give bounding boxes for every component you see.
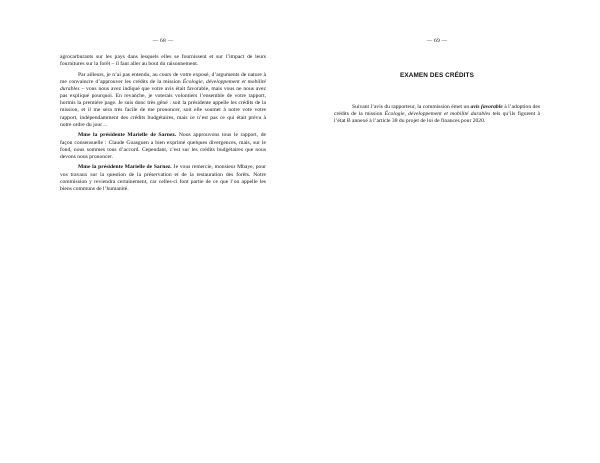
mission-name: Écologie, développement et mobilité durables	[384, 111, 491, 118]
page-body	[60, 54, 266, 196]
paragraph	[60, 132, 266, 161]
paragraph-text: à l’adoption des crédits de la mission	[334, 104, 541, 118]
left-page	[60, 0, 266, 463]
paragraph-text: Nous approuvons tous le rapport, de façon consensuelle : Claude Goasguen a bien exprimé quelques divergences, mais, sur le fond, nous sommes tous d’accord. Cependant, c’est sur les crédits budgétaires que nous devons nous prononcer.	[60, 132, 266, 160]
paragraph-text: Je vous remercie, monsieur Mbaye, pour vos travaux sur la question de la préservation et de la restauration des forêts. Notre commission y reviendra certainement, car celles-ci font partie de ce que l’on appelle les biens communs de l’humanité.	[60, 164, 266, 192]
paragraph	[60, 54, 266, 68]
paragraph-text: Suivant l’avis du rapporteur, la commission émet un	[352, 104, 471, 110]
paragraph	[60, 72, 266, 129]
decision-text: avis favorable	[470, 104, 503, 110]
speaker-name: Mme la présidente Marielle de Sarnez.	[78, 132, 177, 139]
right-page	[334, 0, 540, 463]
paragraph	[334, 104, 540, 125]
section-title: EXAMEN DES CRÉDITS	[400, 72, 474, 79]
paragraph-text: Par ailleurs, je n’ai pas entendu, au cours de votre exposé, d’arguments de nature à me convaincre d’approuver les crédits de la mission	[60, 71, 266, 85]
paragraph-text: agrocarburants sur les pays dans lesquels elles se fournissent et sur l’impact de leurs fournitures sur la forêt – il faut aller au bout du raisonnement.	[60, 54, 266, 68]
paragraph-text: tels qu’ils figurent à l’état B annexé à l’article 38 du projet de loi de finances pour 2020.	[334, 111, 540, 125]
page-number: — 69 —	[426, 38, 448, 44]
paragraph	[60, 164, 266, 193]
speaker-name: Mme la présidente Marielle de Sarnez.	[78, 164, 172, 171]
page-body	[334, 104, 540, 129]
page-number: — 68 —	[152, 38, 174, 44]
mission-name: Écologie, développement et mobilité durables	[60, 78, 266, 93]
paragraph-text: – vous nous avez indiqué que votre avis était favorable, mais vous ne nous avez pas expliqué pourquoi. En revanche, je voterais volontiers l’ensemble de votre rapport, hormis la première page. Je suis donc très gêné : soit la présidente appelle les crédits de la mission, et il me sera très facile de me prononcer, soit elle soumet à notre vote votre rapport, indépendamment des crédits budgétaires, mais ce n’est pas ce qui était prévu à notre ordre du jour…	[60, 86, 266, 128]
